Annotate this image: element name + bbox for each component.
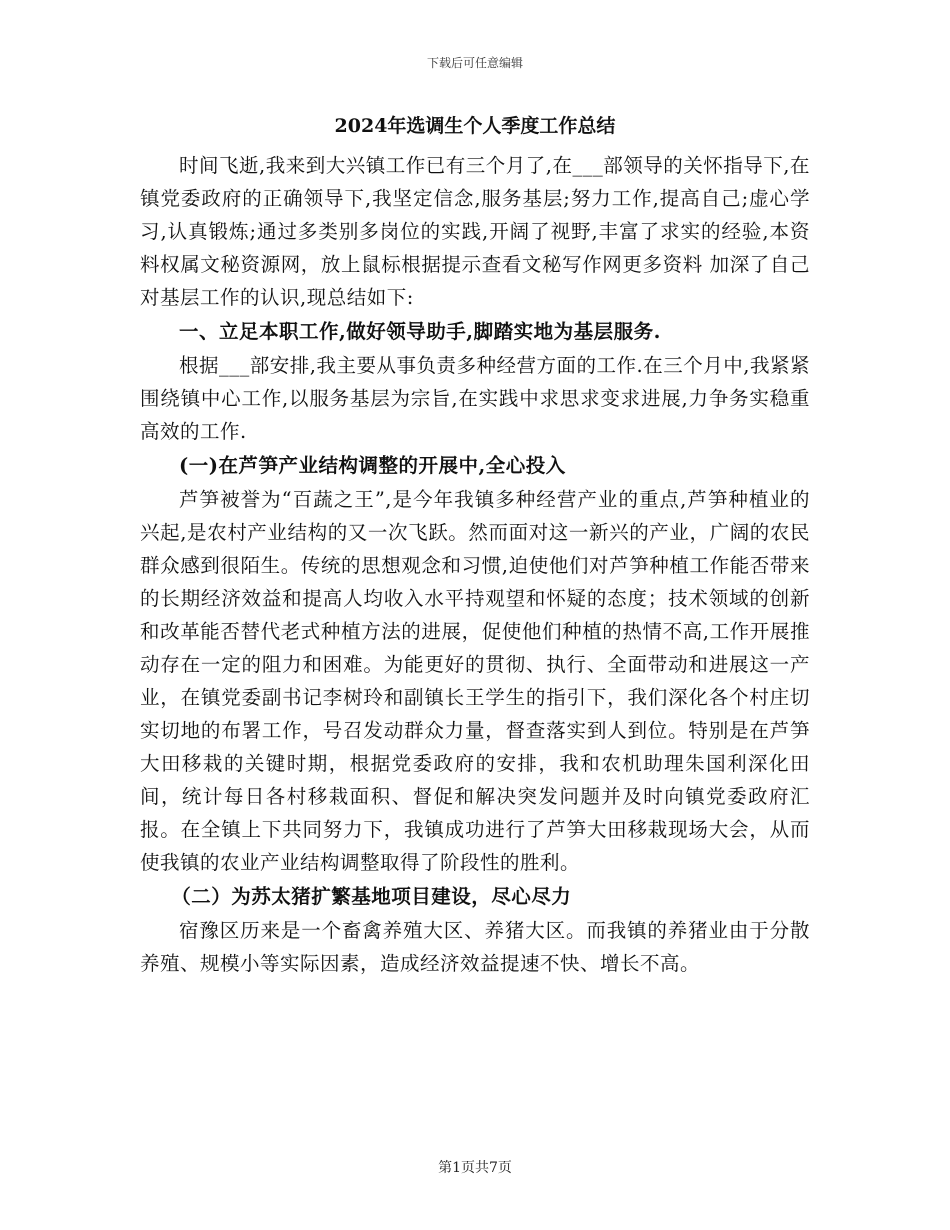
document-title: 2024年选调生个人季度工作总结	[334, 115, 616, 137]
section1-paragraph: 根据___部安排,我主要从事负责多种经营方面的工作.在三个月中,我紧紧围绕镇中心工作,以服务基层为宗旨,在实践中求思求变求进展,力争务实稳重高效的工作.	[140, 354, 810, 443]
sub2-paragraph: 宿豫区历来是一个畜禽养殖大区、养猪大区。而我镇的养猪业由于分散养殖、规模小等实际因素，造成经济效益提速不快、增长不高。	[140, 919, 810, 975]
sub2-heading: （二）为苏太猪扩繁基地项目建设，尽心尽力	[171, 885, 572, 908]
document-body	[140, 111, 810, 980]
section1-heading: 一、立足本职工作,做好领导助手,脚踏实地为基层服务.	[179, 320, 661, 343]
page-number: 第1页共7页	[438, 1160, 512, 1176]
sub1-heading: (一)在芦笋产业结构调整的开展中,全心投入	[179, 454, 566, 477]
intro-paragraph: 时间飞逝,我来到大兴镇工作已有三个月了,在___部领导的关怀指导下,在镇党委政府的正确领导下,我坚定信念,服务基层;努力工作,提高自己;虚心学习,认真锻炼;通过多类别多岗位的实践,开阔了视野,丰富了求实的经验,本资料权属文秘资源网，放上鼠标根据提示查看文秘写作网更多资料 加深了自己对基层工作的认识,现总结如下:	[140, 154, 810, 309]
sub1-paragraph: 芦笋被誉为“百蔬之王”,是今年我镇多种经营产业的重点,芦笋种植业的兴起,是农村产业结构的又一次飞跃。然而面对这一新兴的产业，广阔的农民群众感到很陌生。传统的思想观念和习惯,迫使他们对芦笋种植工作能否带来的长期经济效益和提高人均收入水平持观望和怀疑的态度；技术领域的创新和改革能否替代老式种植方法的进展，促使他们种植的热情不高,工作开展推动存在一定的阻力和困难。为能更好的贯彻、执行、全面带动和进展这一产业，在镇党委副书记李树玲和副镇长王学生的指引下，我们深化各个村庄切实切地的布署工作，号召发动群众力量，督查落实到人到位。特别是在芦笋大田移栽的关键时期，根据党委政府的安排，我和农机助理朱国利深化田间，统计每日各村移栽面积、督促和解决突发问题并及时向镇党委政府汇报。在全镇上下共同努力下，我镇成功进行了芦笋大田移栽现场大会，从而使我镇的农业产业结构调整取得了阶段性的胜利。	[140, 488, 810, 874]
header-note: 下载后可任意编辑	[426, 56, 523, 70]
